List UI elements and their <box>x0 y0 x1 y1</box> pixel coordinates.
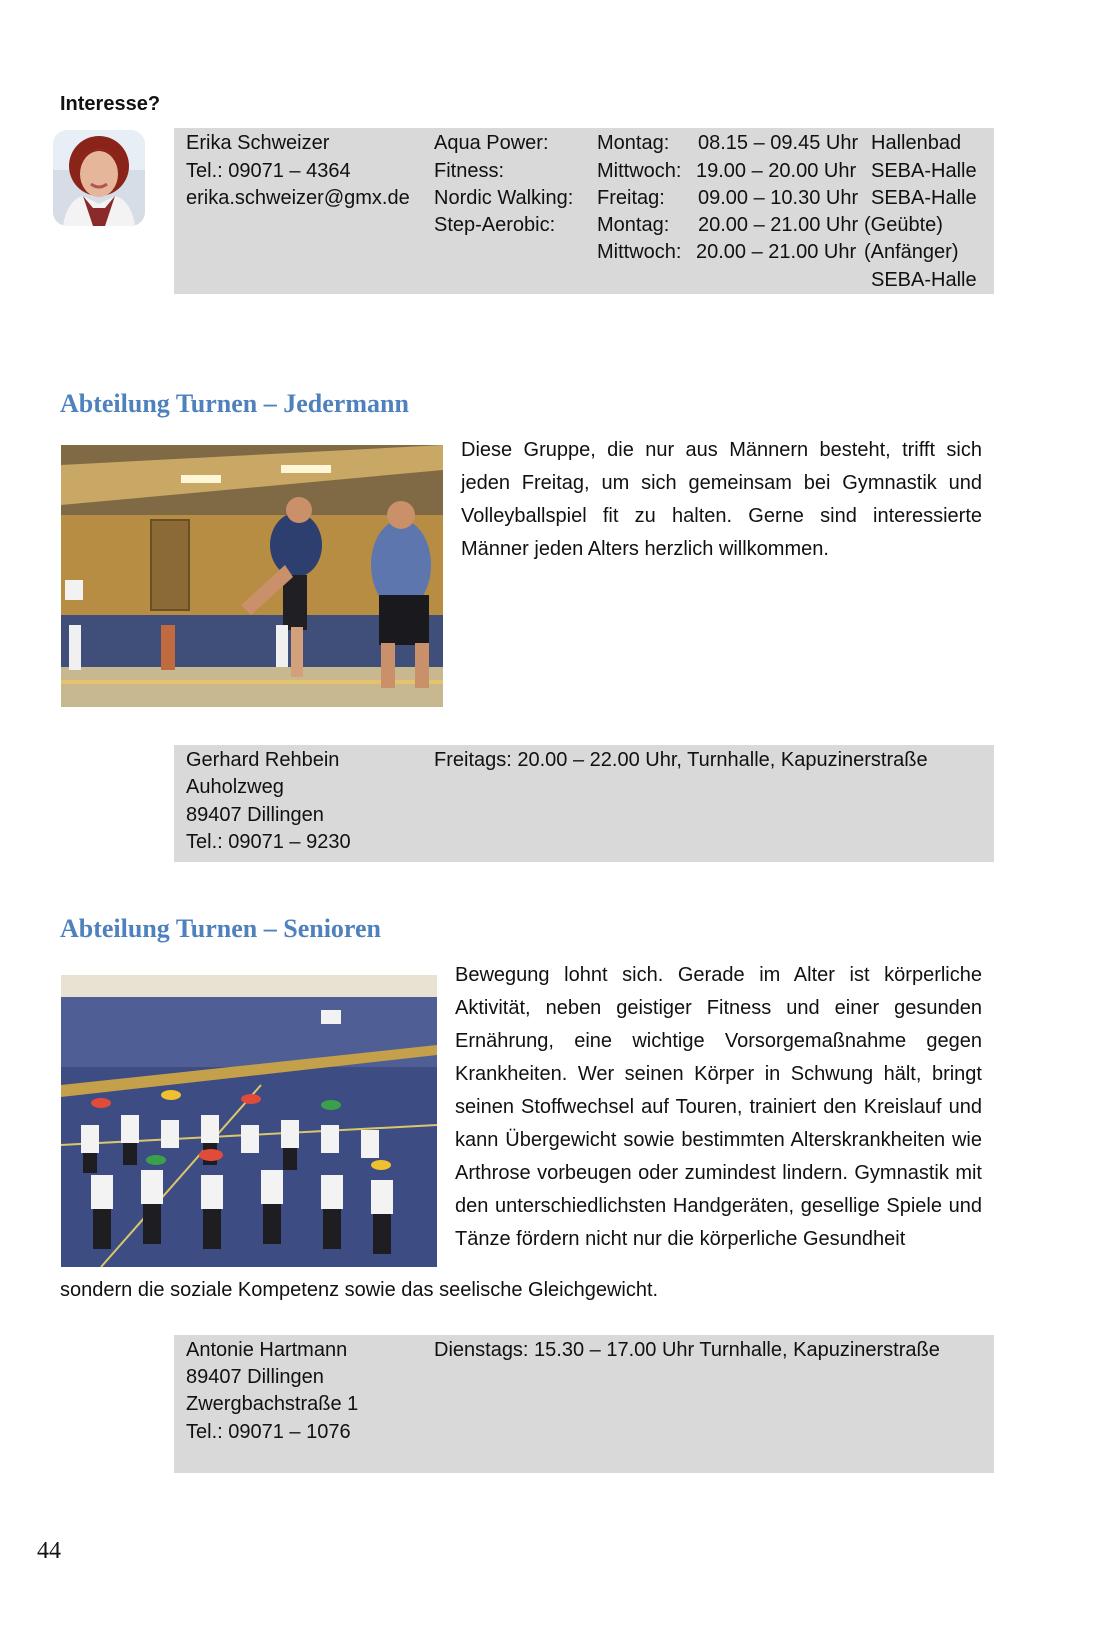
course-day: Freitag: <box>597 187 665 209</box>
paragraph: Diese Gruppe, die nur aus Männern besteht, trifft sich jeden Freitag, um sich gemeinsam bei Gymnastik und Volleyballspiel fit zu halten. Gerne sind interessierte Männer jeden Alters herzlich willkommen. <box>461 439 982 560</box>
contact-street: Auholzweg <box>186 776 284 798</box>
course-name: Fitness: <box>434 160 505 182</box>
contact-street: Zwergbachstraße 1 <box>186 1393 359 1415</box>
contact-city: 89407 Dillingen <box>186 804 324 826</box>
course-day: Montag: <box>597 132 670 154</box>
contact-city: 89407 Dillingen <box>186 1366 324 1388</box>
course-place: SEBA-Halle <box>871 187 977 209</box>
course-place: Hallenbad <box>871 132 962 154</box>
course-time: 09.00 – 10.30 Uhr <box>698 187 859 209</box>
course-group: (Anfänger) <box>864 241 959 263</box>
section-text-senioren-tail: sondern die soziale Kompetenz sowie das seelische Gleichgewicht. <box>60 1279 659 1301</box>
contact-name: Gerhard Rehbein <box>186 749 340 771</box>
course-place: SEBA-Halle <box>871 160 977 182</box>
page-number: 44 <box>37 1538 61 1564</box>
course-time: 08.15 – 09.45 Uhr <box>698 132 859 154</box>
course-group: (Geübte) <box>864 214 943 236</box>
course-day: Montag: <box>597 214 670 236</box>
contact-email: erika.schweizer@gmx.de <box>186 187 410 209</box>
section-text-jedermann <box>461 434 982 566</box>
schedule-text: Dienstags: 15.30 – 17.00 Uhr Turnhalle, Kapuzinerstraße <box>434 1339 940 1361</box>
portrait-photo <box>53 130 145 226</box>
contact-phone: Tel.: 09071 – 9230 <box>186 831 351 853</box>
photo-jedermann-gym <box>61 445 443 707</box>
section-text-senioren-column <box>455 959 982 1279</box>
course-day: Mittwoch: <box>597 241 682 263</box>
section-heading-jedermann: Abteilung Turnen – Jedermann <box>60 389 409 418</box>
interesse-label: Interesse? <box>60 93 161 115</box>
contact-name: Erika Schweizer <box>186 132 330 154</box>
course-name: Step-Aerobic: <box>434 214 556 236</box>
paragraph: Bewegung lohnt sich. Gerade im Alter ist körperliche Aktivität, neben geistiger Fitness und einer gesunden Ernährung, eine wichtige Vorsorgemaßnahme gegen Krankheiten. Wer seinen Körper in Schwung hält, bringt seinen Stoffwechsel auf Touren, trainiert den Kreislauf und kann Übergewicht sowie bestimmten Alterskrankheiten wie Arthrose vorbeugen oder zumindest lindern. Gymnastik mit den unterschiedlichsten Handgeräten, gesellige Spiele und Tänze fördern nicht nur die körperliche Gesundheit <box>455 964 982 1250</box>
course-name: Aqua Power: <box>434 132 549 154</box>
section-heading-senioren: Abteilung Turnen – Senioren <box>60 914 382 943</box>
course-name: Nordic Walking: <box>434 187 574 209</box>
course-time: 20.00 – 21.00 Uhr <box>698 214 859 236</box>
course-place: SEBA-Halle <box>871 269 977 291</box>
course-time: 20.00 – 21.00 Uhr <box>696 241 857 263</box>
course-day: Mittwoch: <box>597 160 682 182</box>
contact-phone: Tel.: 09071 – 4364 <box>186 160 351 182</box>
contact-name: Antonie Hartmann <box>186 1339 348 1361</box>
photo-senioren-gym <box>61 975 437 1267</box>
course-time: 19.00 – 20.00 Uhr <box>696 160 857 182</box>
schedule-text: Freitags: 20.00 – 22.00 Uhr, Turnhalle, Kapuzinerstraße <box>434 749 928 771</box>
contact-phone: Tel.: 09071 – 1076 <box>186 1421 351 1443</box>
